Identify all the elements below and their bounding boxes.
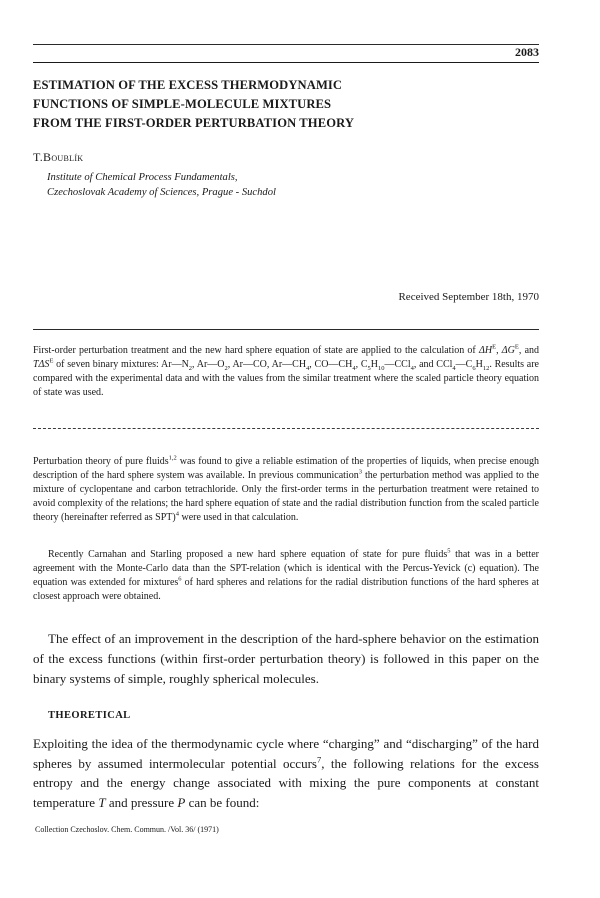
received-date: Received September 18th, 1970 bbox=[398, 291, 539, 303]
header-rule bbox=[33, 44, 539, 45]
reference-marker: 1,2 bbox=[168, 454, 177, 462]
title-line: FROM THE FIRST-ORDER PERTURBATION THEORY bbox=[33, 116, 355, 130]
affiliation-line: Czechoslovak Academy of Sciences, Prague - Suchdol bbox=[47, 187, 276, 198]
body-paragraph-2: Recently Carnahan and Starling proposed a new hard sphere equation of state for pure fluids$^5$ that was in a better agreement with the Monte-Carlo data than the SPT-relation (which is identical with the Percus-Yevick (c) equation). The equation was extended for mixtures$^6$ of hard spheres and relations for the radial distribution functions of the hard spheres at closest approach were obtained. bbox=[33, 547, 539, 603]
reference-marker: 4 bbox=[175, 511, 179, 519]
author-name: T.Boublík bbox=[33, 150, 84, 164]
journal-page bbox=[33, 0, 539, 898]
header-rule-lower bbox=[33, 62, 539, 63]
article-title bbox=[33, 76, 539, 133]
reference-marker: 7 bbox=[316, 754, 322, 765]
author-affiliation bbox=[47, 170, 276, 200]
abstract-bottom-rule bbox=[33, 428, 539, 429]
body-paragraph-4: Exploiting the idea of the thermodynamic cycle where “charging” and “discharging” of the hard spheres by assumed intermolecular potential occurs$^7$, the following relations for the excess entropy and the energy change associated with mixing the pure components at constant temperature T and pressure P can be found: bbox=[33, 736, 539, 810]
reference-marker: 3 bbox=[358, 468, 362, 476]
section-heading-theoretical: THEORETICAL bbox=[48, 710, 131, 721]
journal-citation-footer: Collection Czechoslov. Chem. Commun. /Vol. 36/ (1971) bbox=[35, 825, 219, 834]
body-paragraph-1: Perturbation theory of pure fluids$^{1,2}$ was found to give a reliable estimation of the properties of liquids, when precise enough description of the hard sphere system was available. In previous communication$^3$ the perturbation method was applied to the mixture of cyclopentane and carbon tetrachloride. Only the first-order terms in the perturbation treatment were retained to avoid complexity of the relations; the hard sphere equation of state and the radial distribution function from the scaled particle theory (hereinafter referred as SPT)$^4$ were used in that calculation. bbox=[33, 454, 540, 524]
abstract: First-order perturbation treatment and the new hard sphere equation of state are applied to the calculation of $\Delta H^E$, $\Delta G^E$, and $T\Delta S^E$ of seven binary mixtures: $Ar—N_2$, $Ar—O_2$, Ar—CO, $Ar—CH_4$, $CO—CH_4$, $C_5H_{10}—CCl_4$, and $CCl_4—C_6H_{12}$. Results are compared with the experimental data and with the values from the similar treatment where the scaled particle theory equation of state was used. bbox=[33, 343, 540, 398]
reference-marker: 5 bbox=[447, 547, 451, 555]
abstract-top-rule bbox=[33, 329, 539, 330]
body-paragraph-3: The effect of an improvement in the description of the hard-sphere behavior on the estimation of the excess functions (within first-order perturbation theory) is followed in this paper on the binary systems of simple, roughly spherical molecules. bbox=[33, 631, 539, 686]
title-line: ESTIMATION OF THE EXCESS THERMODYNAMIC bbox=[33, 78, 343, 92]
affiliation-line: Institute of Chemical Process Fundamentals, bbox=[47, 172, 238, 183]
page-number: 2083 bbox=[515, 45, 539, 59]
title-line: FUNCTIONS OF SIMPLE-MOLECULE MIXTURES bbox=[33, 97, 332, 111]
reference-marker: 6 bbox=[178, 575, 182, 583]
